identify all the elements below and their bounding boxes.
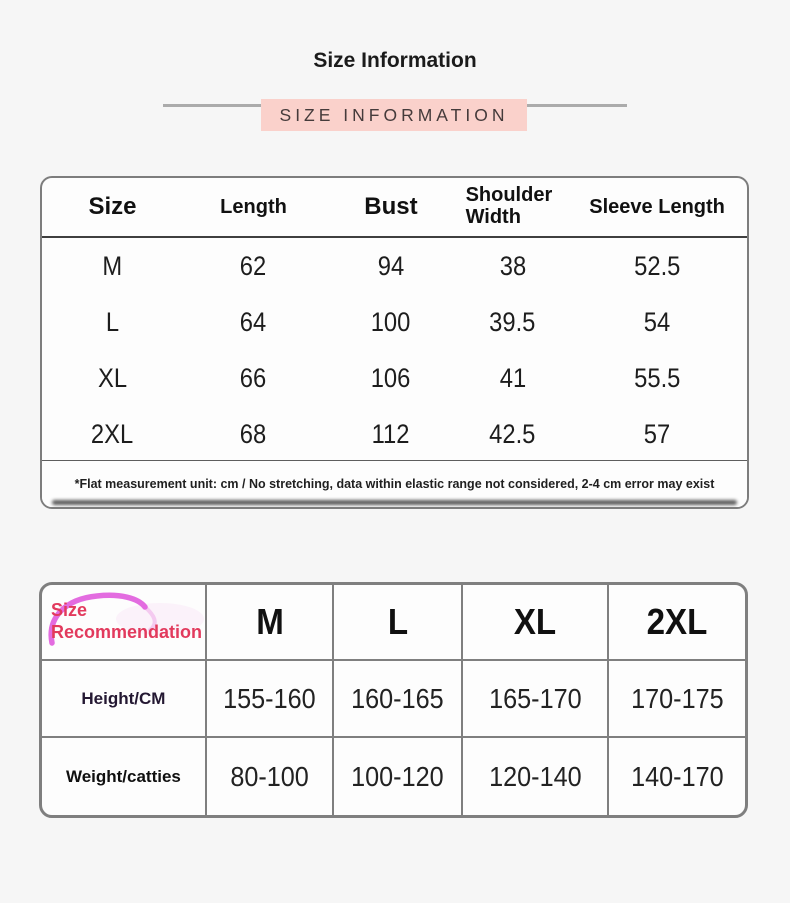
cell-size: M [102,250,123,281]
header-size: Size [88,193,137,220]
corner-label-line2: Recommendation [51,622,203,642]
cell-size: XL [97,362,128,393]
row-label-weight: Weight/catties [42,738,207,815]
header-sleeve-length: Sleeve Length [589,195,725,218]
height-cell: 155-160 [207,661,335,736]
cell-sleeve: 55.5 [633,362,681,393]
cell-bust: 94 [377,250,405,281]
cell-bust: 100 [371,306,411,337]
table-row-m [42,238,747,294]
measurement-footnote: *Flat measurement unit: cm / No stretching, data within elastic range not considered, 2-4 cm error may exist [42,460,747,507]
cell-shoulder: 42.5 [489,418,536,449]
cell-shoulder: 38 [499,250,526,281]
recommendation-table [39,582,748,818]
cell-bust: 112 [372,418,410,449]
cell-sleeve: 57 [643,418,671,449]
weight-row [42,738,745,815]
section-banner [261,99,527,131]
header-length: Length [220,195,287,218]
section-banner-label: SIZE INFORMATION [279,104,509,125]
size-col-header-2xl: 2XL [646,601,708,642]
cell-size: 2XL [91,418,134,449]
weight-cell: 100-120 [334,738,463,815]
cell-length: 62 [240,250,267,281]
height-cell: 170-175 [630,682,724,714]
cell-bust: 106 [371,362,411,393]
row-label-height: Height/CM [42,661,207,736]
table-row-xl [42,350,747,406]
header-shoulder-width: Shoulder Width [465,184,553,228]
cell-length: 66 [240,362,267,393]
cell-size: L [105,306,120,337]
height-cell: 160-165 [334,661,463,736]
cell-length: 68 [240,418,267,449]
cell-shoulder: 39.5 [489,306,536,337]
cell-sleeve: 54 [643,306,671,337]
height-row [42,661,745,738]
height-cell: 165-170 [463,661,609,736]
cell-shoulder: 41 [499,362,526,393]
bottom-smudge-decoration [52,500,737,505]
weight-cell: 120-140 [463,738,609,815]
recommendation-header-row [42,585,745,661]
size-col-header-m: M [207,585,335,659]
header-bust: Bust [364,193,418,220]
page-title: Size Information [313,49,477,72]
measurement-table [40,176,749,509]
cell-sleeve: 52.5 [633,250,681,281]
cell-length: 64 [240,306,267,337]
table-row-l [42,294,747,350]
measurement-table-header [42,178,747,238]
size-col-header-l: L [334,585,463,659]
corner-label-cell [42,585,207,659]
size-col-header-xl: XL [463,585,609,659]
weight-cell: 140-170 [630,760,724,792]
weight-cell: 80-100 [207,738,335,815]
table-row-2xl [42,406,747,462]
corner-label-line1: Size [51,600,88,621]
